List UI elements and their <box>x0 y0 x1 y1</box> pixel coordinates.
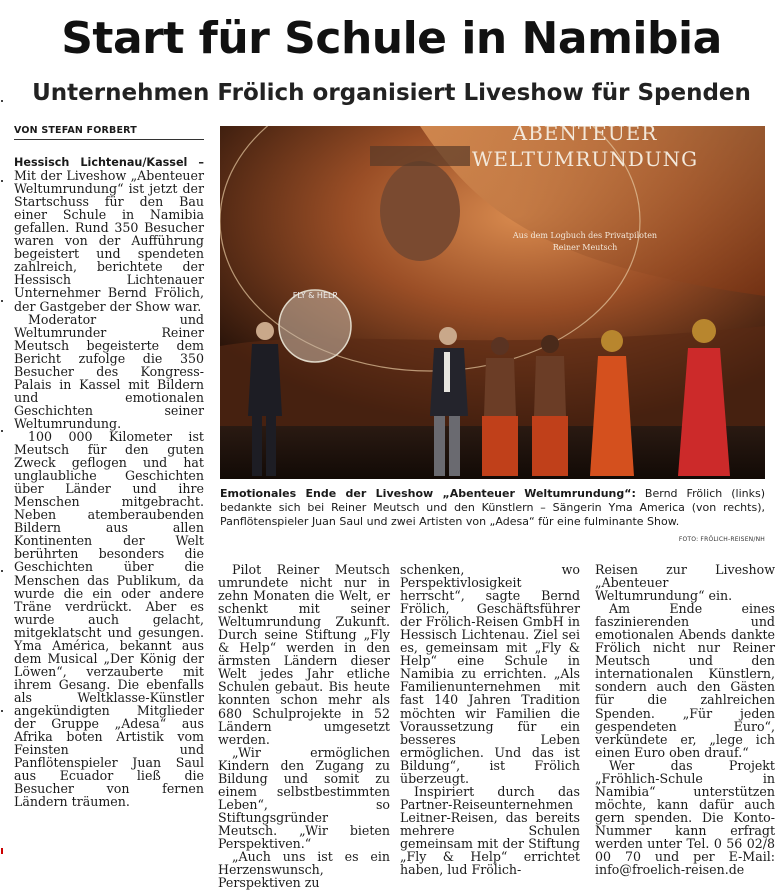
paragraph: „Wir ermöglichen Kindern den Zugang zu Bildung und somit zu einem selbstbestimmten Leben“, so Stiftungsgründer Meutsch. „Wir bieten Perspektiven.“ <box>218 744 390 851</box>
paragraph: Moderator und Weltumrunder Reiner Meutsch begeisterte dem Bericht zufolge die 350 Besucher des Kongress-Palais in Kassel mit Bildern und emotionalen Geschichten seiner Weltumrundung. <box>14 311 204 431</box>
byline-rule <box>14 139 204 140</box>
paragraph: Pilot Reiner Meutsch umrundete nicht nur in zehn Monaten die Welt, er schenkt mit seiner Weltumrundung Zukunft. Durch seine Stiftung „Fly & Help“ werden in den ärmsten Ländern dieser Welt jedes Jahr etliche Schulen gebaut. Bis heute konnten schon mehr als 680 Schulprojekte in 52 Ländern umgesetzt werden. <box>218 562 390 747</box>
byline: VON STEFAN FORBERT <box>14 125 137 136</box>
screen-title-line2: WELTUMRUNDUNG <box>471 147 699 171</box>
event-photo <box>220 126 765 479</box>
dateline: Hessisch Lichtenau/Kassel – <box>14 156 204 169</box>
paragraph: Am Ende eines faszinierenden und emotionalen Abends dankte Frölich nicht nur Reiner Meutsch und den internationalen Künstlern, sondern auch den Gästen für die zahlreichen Spenden. „Für jeden gespendeten Euro“, verkündete er, „lege ich einen Euro oben drauf.“ <box>595 601 775 760</box>
photo-credit: FOTO: FRÖLICH-REISEN/NH <box>678 536 765 543</box>
column-3 <box>400 563 580 876</box>
screen-subtitle-line1: Aus dem Logbuch des Privatpiloten <box>512 231 658 240</box>
paragraph: Mit der Liveshow „Abenteuer Weltumrundung“ ist jetzt der Startschuss für den Bau einer Schule in Namibia gefallen. Rund 350 Besucher waren von der Aufführung begeistert und spendeten zahlreich, berichtete der Hessisch Lichtenauer Unternehmer Bernd Frölich, der Gastgeber der Show war. <box>14 168 204 314</box>
column-2 <box>218 563 390 889</box>
paragraph: schenken, wo Perspektivlosigkeit herrscht“, sagte Bernd Frölich, Geschäftsführer der Frölich-Reisen GmbH in Hessisch Lichtenau. Ziel sei es, gemeinsam mit „Fly & Help“ eine Schule in Namibia zu errichten. „Als Familienunternehmen mit fast 140 Jahren Tradition möchten wir Familien die Voraussetzung für ein besseres Leben ermöglichen. Und das ist Bildung“, ist Frölich überzeugt. <box>400 562 580 786</box>
paragraph: Inspiriert durch das Partner-Reiseunternehmen Leitner-Reisen, das bereits mehrere Schulen gemeinsam mit der Stiftung „Fly & Help“ errichtet haben, lud Frölich- <box>400 783 580 878</box>
headline: Start für Schule in Namibia <box>61 13 722 64</box>
paragraph: Reisen zur Liveshow „Abenteuer Weltumrundung“ ein. <box>595 562 775 604</box>
paragraph: 100 000 Kilometer ist Meutsch für den guten Zweck geflogen und hat unglaubliche Geschichten über Länder und ihre Menschen mitgebracht. Neben atemberaubenden Bildern aus allen Kontinenten der Welt berührten besonders die Geschichten über die Menschen das Publikum, da wurde die ein oder andere Träne verdrückt. Aber es wurde auch gelacht, mitgeklatscht und gesungen. Yma América, bekannt aus dem Musical „Der König der Löwen“, verzauberte mit ihrem Gesang. Die ebenfalls als Weltklasse-Künstler angekündigten Mitglieder der Gruppe „Adesa“ aus Afrika boten Artistik vom Feinsten und Panflötenspieler Juan Saul aus Ecuador ließ die Besucher von fernen Ländern träumen. <box>14 428 204 810</box>
column-4 <box>595 563 775 876</box>
subheadline: Unternehmen Frölich organisiert Liveshow für Spenden <box>32 80 751 106</box>
screen-title-line1: ABENTEUER <box>512 126 658 145</box>
paragraph: „Auch uns ist es ein Herzenswunsch, Perspektiven zu <box>218 849 390 891</box>
paragraph: Wer das Projekt „Fröhlich-Schule in Namibia“ unterstützen möchte, kann dafür auch gern spenden. Die Konto-Nummer kann erfragt werden unter Tel. 0 56 02/8 00 70 und per E-Mail: info@froelich-reisen.de <box>595 757 775 878</box>
photo-caption <box>220 487 765 529</box>
caption-lead: Emotionales Ende der Liveshow „Abenteuer Weltumrundung“: <box>220 487 636 500</box>
margin-marks <box>0 100 4 880</box>
fly-help-logo-text: FLY & HELP <box>292 291 338 300</box>
column-1 <box>14 155 204 808</box>
caption-text: Bernd Frölich (links) bedankte sich bei Reiner Meutsch und den Künstlern – Sängerin Yma America (von rechts), Panflötenspieler Juan Saul und zwei Artisten von „Adesa“ für eine fulminante Show. <box>220 487 766 528</box>
screen-subtitle-line2: Reiner Meutsch <box>552 243 618 252</box>
